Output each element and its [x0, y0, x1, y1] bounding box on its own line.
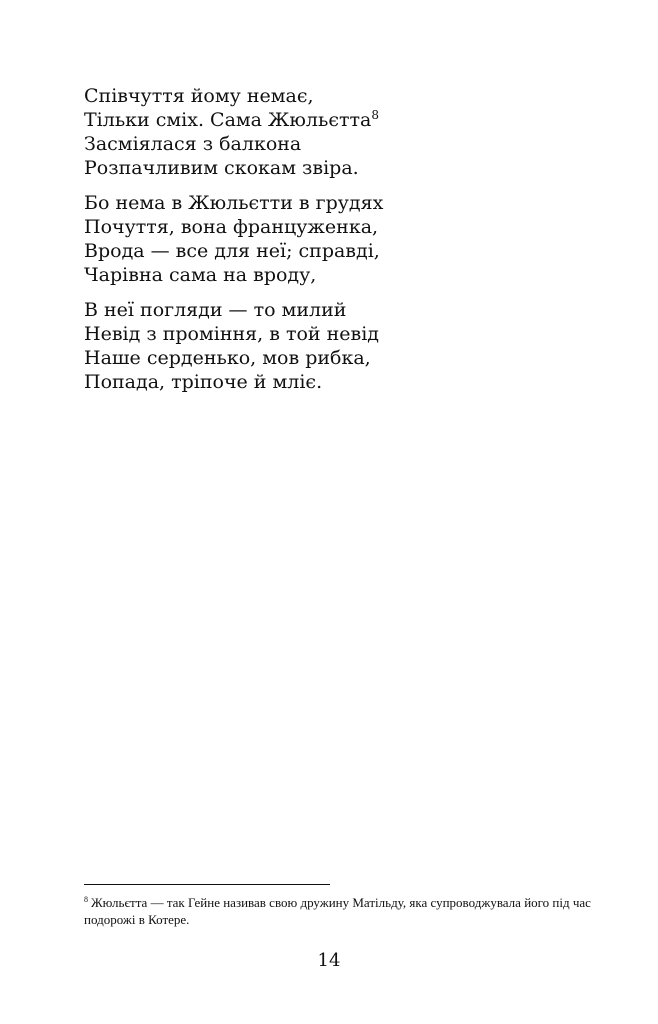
poem-line-text: Тільки сміх. Сама Жюльєтта: [84, 109, 372, 131]
poem-line: Попада, тріпоче й мліє.: [84, 371, 323, 393]
poem-line-with-footnote: [84, 108, 624, 132]
stanza-3: [84, 298, 624, 394]
footnote: [84, 894, 604, 928]
poem-line: Засміялася з балкона: [84, 133, 302, 155]
footnote-reference[interactable]: 8: [371, 108, 379, 122]
footnote-marker: 8: [84, 895, 88, 904]
stanza-2: [84, 191, 624, 287]
poem-line: Бо нема в Жюльєтти в грудях: [84, 192, 384, 214]
poem: [84, 84, 624, 405]
poem-line: Невід з проміння, в той невід: [84, 323, 380, 345]
poem-line: В неї погляди — то милий: [84, 299, 347, 321]
poem-line: Врода — все для неї; справді,: [84, 240, 380, 262]
footnote-text: Жюльєтта — так Гейне називав свою дружину Матільду, яка супроводжувала його під час подорожі в Котере.: [84, 895, 591, 927]
poem-line: Почуття, вона француженка,: [84, 216, 379, 238]
poem-line: Наше серденько, мов рибка,: [84, 347, 371, 369]
stanza-1: [84, 84, 624, 180]
page-number: 14: [317, 950, 341, 971]
footnote-divider: [84, 884, 330, 885]
poem-line: Співчуття йому немає,: [84, 85, 314, 107]
poem-line: Чарівна сама на вроду,: [84, 264, 317, 286]
poem-line: Розпачливим скокам звіра.: [84, 157, 359, 179]
